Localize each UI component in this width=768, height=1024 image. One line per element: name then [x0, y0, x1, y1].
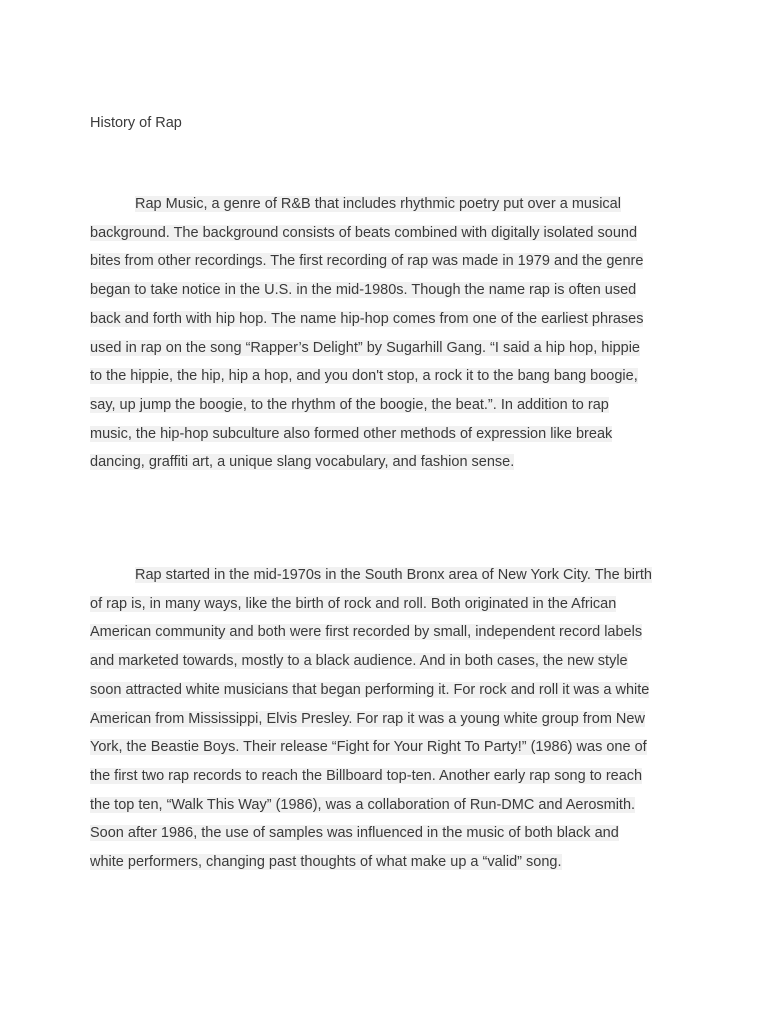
paragraph-line: Rap Music, a genre of R&B that includes rhythmic poetry put over a musical [135, 196, 621, 212]
paragraph-line: background. The background consists of beats combined with digitally isolated sound [90, 224, 638, 241]
document-title: History of Rap [90, 115, 182, 131]
paragraph-line: music, the hip-hop subculture also formed other methods of expression like break [90, 425, 613, 442]
paragraph-line: Soon after 1986, the use of samples was influenced in the music of both black and [90, 825, 619, 842]
paragraph-line: York, the Beastie Boys. Their release “Fight for Your Right To Party!” (1986) was one of [90, 739, 647, 756]
paragraph-2 [90, 561, 678, 877]
paragraph-line: American community and both were first recorded by small, independent record labels [90, 624, 643, 641]
paragraph-line: bites from other recordings. The first recording of rap was made in 1979 and the genre [90, 253, 644, 270]
paragraph-line: and marketed towards, mostly to a black audience. And in both cases, the new style [90, 653, 628, 670]
paragraph-line: say, up jump the boogie, to the rhythm of the boogie, the beat.”. In addition to rap [90, 396, 609, 413]
paragraph-line: to the hippie, the hip, hip a hop, and you don't stop, a rock it to the bang bang boogie, [90, 368, 638, 385]
paragraph-line: used in rap on the song “Rapper’s Delight” by Sugarhill Gang. “I said a hip hop, hippie [90, 339, 640, 356]
paragraph-line: of rap is, in many ways, like the birth of rock and roll. Both originated in the African [90, 595, 617, 612]
paragraph-line: soon attracted white musicians that began performing it. For rock and roll it was a white [90, 681, 650, 698]
paragraph-line: back and forth with hip hop. The name hip-hop comes from one of the earliest phrases [90, 310, 644, 327]
paragraph-line: began to take notice in the U.S. in the mid-1980s. Though the name rap is often used [90, 282, 637, 299]
paragraph-1 [90, 190, 678, 477]
paragraph-line: American from Mississippi, Elvis Presley. For rap it was a young white group from New [90, 710, 645, 727]
paragraph-line: the first two rap records to reach the Billboard top-ten. Another early rap song to reach [90, 767, 643, 784]
paragraph-line: white performers, changing past thoughts of what make up a “valid” song. [90, 854, 562, 871]
paragraph-line: Rap started in the mid-1970s in the South Bronx area of New York City. The birth [135, 567, 652, 583]
paragraph-line: the top ten, “Walk This Way” (1986), was a collaboration of Run-DMC and Aerosmith. [90, 796, 636, 813]
paragraph-line: dancing, graffiti art, a unique slang vocabulary, and fashion sense. [90, 454, 515, 471]
